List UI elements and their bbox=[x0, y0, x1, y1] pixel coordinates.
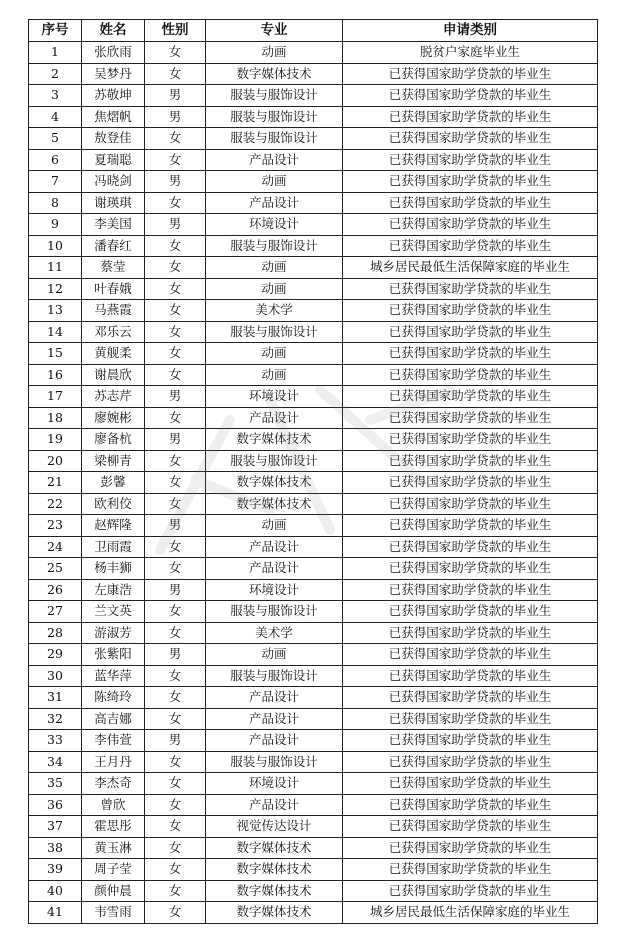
cell-gender: 女 bbox=[145, 493, 206, 515]
cell-name: 兰文英 bbox=[82, 601, 145, 623]
cell-gender: 女 bbox=[145, 687, 206, 709]
table-row bbox=[29, 85, 598, 107]
cell-application-type: 已获得国家助学贷款的毕业生 bbox=[343, 579, 598, 601]
table-row bbox=[29, 794, 598, 816]
cell-gender: 女 bbox=[145, 63, 206, 85]
cell-index: 2 bbox=[29, 63, 82, 85]
cell-gender: 女 bbox=[145, 751, 206, 773]
cell-index: 34 bbox=[29, 751, 82, 773]
cell-application-type: 已获得国家助学贷款的毕业生 bbox=[343, 429, 598, 451]
cell-major: 环境设计 bbox=[206, 579, 343, 601]
cell-application-type: 已获得国家助学贷款的毕业生 bbox=[343, 837, 598, 859]
cell-name: 马燕霞 bbox=[82, 300, 145, 322]
cell-name: 潘春红 bbox=[82, 235, 145, 257]
cell-gender: 男 bbox=[145, 85, 206, 107]
cell-index: 8 bbox=[29, 192, 82, 214]
cell-index: 3 bbox=[29, 85, 82, 107]
cell-major: 数字媒体技术 bbox=[206, 63, 343, 85]
cell-gender: 女 bbox=[145, 257, 206, 279]
cell-major: 产品设计 bbox=[206, 708, 343, 730]
cell-index: 20 bbox=[29, 450, 82, 472]
cell-major: 服装与服饰设计 bbox=[206, 235, 343, 257]
table-row bbox=[29, 257, 598, 279]
cell-gender: 女 bbox=[145, 472, 206, 494]
cell-major: 产品设计 bbox=[206, 407, 343, 429]
cell-name: 周子莹 bbox=[82, 859, 145, 881]
cell-name: 李杰奇 bbox=[82, 773, 145, 795]
table-row bbox=[29, 63, 598, 85]
cell-index: 15 bbox=[29, 343, 82, 365]
cell-major: 数字媒体技术 bbox=[206, 902, 343, 924]
cell-name: 王月丹 bbox=[82, 751, 145, 773]
cell-name: 谢瑛琪 bbox=[82, 192, 145, 214]
cell-index: 4 bbox=[29, 106, 82, 128]
table-row bbox=[29, 536, 598, 558]
cell-application-type: 已获得国家助学贷款的毕业生 bbox=[343, 708, 598, 730]
cell-name: 游淑芳 bbox=[82, 622, 145, 644]
cell-application-type: 已获得国家助学贷款的毕业生 bbox=[343, 128, 598, 150]
cell-application-type: 已获得国家助学贷款的毕业生 bbox=[343, 214, 598, 236]
cell-major: 产品设计 bbox=[206, 558, 343, 580]
applicant-table bbox=[28, 19, 598, 924]
cell-index: 35 bbox=[29, 773, 82, 795]
cell-application-type: 已获得国家助学贷款的毕业生 bbox=[343, 106, 598, 128]
cell-major: 动画 bbox=[206, 278, 343, 300]
cell-application-type: 已获得国家助学贷款的毕业生 bbox=[343, 171, 598, 193]
cell-gender: 女 bbox=[145, 665, 206, 687]
cell-major: 数字媒体技术 bbox=[206, 493, 343, 515]
cell-major: 产品设计 bbox=[206, 794, 343, 816]
cell-gender: 女 bbox=[145, 601, 206, 623]
table-row bbox=[29, 429, 598, 451]
table-row bbox=[29, 708, 598, 730]
cell-major: 美术学 bbox=[206, 300, 343, 322]
header-gender: 性别 bbox=[145, 20, 206, 42]
cell-index: 28 bbox=[29, 622, 82, 644]
cell-major: 动画 bbox=[206, 515, 343, 537]
cell-major: 服装与服饰设计 bbox=[206, 751, 343, 773]
cell-name: 蓝华萍 bbox=[82, 665, 145, 687]
cell-gender: 女 bbox=[145, 42, 206, 64]
cell-major: 动画 bbox=[206, 42, 343, 64]
table-row bbox=[29, 622, 598, 644]
cell-gender: 女 bbox=[145, 880, 206, 902]
cell-gender: 男 bbox=[145, 106, 206, 128]
cell-major: 动画 bbox=[206, 644, 343, 666]
table-row bbox=[29, 407, 598, 429]
cell-application-type: 已获得国家助学贷款的毕业生 bbox=[343, 407, 598, 429]
cell-index: 13 bbox=[29, 300, 82, 322]
table-row bbox=[29, 601, 598, 623]
cell-application-type: 已获得国家助学贷款的毕业生 bbox=[343, 149, 598, 171]
cell-gender: 女 bbox=[145, 558, 206, 580]
cell-name: 吴梦丹 bbox=[82, 63, 145, 85]
cell-major: 数字媒体技术 bbox=[206, 859, 343, 881]
cell-name: 霍思彤 bbox=[82, 816, 145, 838]
cell-application-type: 已获得国家助学贷款的毕业生 bbox=[343, 816, 598, 838]
cell-major: 环境设计 bbox=[206, 386, 343, 408]
cell-index: 31 bbox=[29, 687, 82, 709]
table-row bbox=[29, 278, 598, 300]
cell-name: 欧利佼 bbox=[82, 493, 145, 515]
cell-major: 动画 bbox=[206, 257, 343, 279]
cell-major: 服装与服饰设计 bbox=[206, 601, 343, 623]
cell-index: 14 bbox=[29, 321, 82, 343]
cell-gender: 男 bbox=[145, 644, 206, 666]
header-row bbox=[29, 20, 598, 42]
cell-application-type: 脱贫户家庭毕业生 bbox=[343, 42, 598, 64]
cell-application-type: 已获得国家助学贷款的毕业生 bbox=[343, 644, 598, 666]
cell-application-type: 已获得国家助学贷款的毕业生 bbox=[343, 601, 598, 623]
cell-index: 24 bbox=[29, 536, 82, 558]
cell-name: 黄舰柔 bbox=[82, 343, 145, 365]
cell-major: 数字媒体技术 bbox=[206, 880, 343, 902]
cell-index: 39 bbox=[29, 859, 82, 881]
cell-name: 邓乐云 bbox=[82, 321, 145, 343]
cell-application-type: 已获得国家助学贷款的毕业生 bbox=[343, 665, 598, 687]
cell-gender: 女 bbox=[145, 859, 206, 881]
cell-name: 蔡莹 bbox=[82, 257, 145, 279]
cell-application-type: 城乡居民最低生活保障家庭的毕业生 bbox=[343, 257, 598, 279]
cell-application-type: 已获得国家助学贷款的毕业生 bbox=[343, 192, 598, 214]
cell-application-type: 已获得国家助学贷款的毕业生 bbox=[343, 278, 598, 300]
cell-gender: 女 bbox=[145, 837, 206, 859]
cell-gender: 女 bbox=[145, 708, 206, 730]
cell-name: 张紫阳 bbox=[82, 644, 145, 666]
header-application-type: 申请类别 bbox=[343, 20, 598, 42]
cell-index: 32 bbox=[29, 708, 82, 730]
cell-index: 26 bbox=[29, 579, 82, 601]
cell-gender: 女 bbox=[145, 321, 206, 343]
cell-gender: 女 bbox=[145, 902, 206, 924]
cell-gender: 男 bbox=[145, 171, 206, 193]
table-row bbox=[29, 837, 598, 859]
cell-application-type: 已获得国家助学贷款的毕业生 bbox=[343, 515, 598, 537]
cell-gender: 女 bbox=[145, 149, 206, 171]
cell-application-type: 已获得国家助学贷款的毕业生 bbox=[343, 300, 598, 322]
cell-index: 33 bbox=[29, 730, 82, 752]
cell-name: 谢晨欣 bbox=[82, 364, 145, 386]
table-row bbox=[29, 558, 598, 580]
cell-name: 卫雨霞 bbox=[82, 536, 145, 558]
cell-index: 10 bbox=[29, 235, 82, 257]
cell-name: 廖婉彬 bbox=[82, 407, 145, 429]
cell-index: 22 bbox=[29, 493, 82, 515]
cell-major: 产品设计 bbox=[206, 149, 343, 171]
cell-application-type: 已获得国家助学贷款的毕业生 bbox=[343, 751, 598, 773]
cell-major: 数字媒体技术 bbox=[206, 429, 343, 451]
table-header bbox=[29, 20, 598, 42]
cell-major: 美术学 bbox=[206, 622, 343, 644]
cell-application-type: 已获得国家助学贷款的毕业生 bbox=[343, 880, 598, 902]
table-row bbox=[29, 450, 598, 472]
table-row bbox=[29, 816, 598, 838]
cell-index: 1 bbox=[29, 42, 82, 64]
cell-application-type: 已获得国家助学贷款的毕业生 bbox=[343, 558, 598, 580]
cell-major: 动画 bbox=[206, 171, 343, 193]
cell-name: 赵辉隆 bbox=[82, 515, 145, 537]
cell-index: 29 bbox=[29, 644, 82, 666]
cell-major: 服装与服饰设计 bbox=[206, 106, 343, 128]
cell-major: 视觉传达设计 bbox=[206, 816, 343, 838]
table-row bbox=[29, 321, 598, 343]
table-row bbox=[29, 880, 598, 902]
cell-major: 产品设计 bbox=[206, 730, 343, 752]
cell-application-type: 已获得国家助学贷款的毕业生 bbox=[343, 364, 598, 386]
cell-name: 彭馨 bbox=[82, 472, 145, 494]
cell-index: 41 bbox=[29, 902, 82, 924]
table-row bbox=[29, 859, 598, 881]
cell-major: 服装与服饰设计 bbox=[206, 85, 343, 107]
cell-gender: 女 bbox=[145, 192, 206, 214]
cell-major: 产品设计 bbox=[206, 536, 343, 558]
cell-index: 37 bbox=[29, 816, 82, 838]
cell-name: 梁柳青 bbox=[82, 450, 145, 472]
cell-gender: 女 bbox=[145, 816, 206, 838]
cell-gender: 女 bbox=[145, 300, 206, 322]
cell-major: 服装与服饰设计 bbox=[206, 321, 343, 343]
cell-application-type: 已获得国家助学贷款的毕业生 bbox=[343, 63, 598, 85]
cell-index: 16 bbox=[29, 364, 82, 386]
cell-application-type: 已获得国家助学贷款的毕业生 bbox=[343, 343, 598, 365]
cell-name: 焦熠帆 bbox=[82, 106, 145, 128]
cell-index: 30 bbox=[29, 665, 82, 687]
cell-application-type: 已获得国家助学贷款的毕业生 bbox=[343, 235, 598, 257]
cell-gender: 女 bbox=[145, 773, 206, 795]
header-index: 序号 bbox=[29, 20, 82, 42]
cell-index: 40 bbox=[29, 880, 82, 902]
cell-name: 高吉娜 bbox=[82, 708, 145, 730]
table-row bbox=[29, 687, 598, 709]
cell-application-type: 已获得国家助学贷款的毕业生 bbox=[343, 622, 598, 644]
cell-application-type: 城乡居民最低生活保障家庭的毕业生 bbox=[343, 902, 598, 924]
table-row bbox=[29, 149, 598, 171]
cell-application-type: 已获得国家助学贷款的毕业生 bbox=[343, 472, 598, 494]
table-row bbox=[29, 300, 598, 322]
cell-name: 李伟萱 bbox=[82, 730, 145, 752]
table-row bbox=[29, 579, 598, 601]
table-row bbox=[29, 42, 598, 64]
table-row bbox=[29, 192, 598, 214]
header-name: 姓名 bbox=[82, 20, 145, 42]
cell-application-type: 已获得国家助学贷款的毕业生 bbox=[343, 687, 598, 709]
cell-major: 服装与服饰设计 bbox=[206, 450, 343, 472]
table-row bbox=[29, 665, 598, 687]
cell-application-type: 已获得国家助学贷款的毕业生 bbox=[343, 450, 598, 472]
cell-application-type: 已获得国家助学贷款的毕业生 bbox=[343, 536, 598, 558]
table-row bbox=[29, 751, 598, 773]
table-row bbox=[29, 171, 598, 193]
cell-gender: 女 bbox=[145, 407, 206, 429]
table-row bbox=[29, 214, 598, 236]
cell-major: 服装与服饰设计 bbox=[206, 128, 343, 150]
cell-name: 廖备杭 bbox=[82, 429, 145, 451]
cell-gender: 女 bbox=[145, 450, 206, 472]
cell-name: 李美国 bbox=[82, 214, 145, 236]
cell-major: 服装与服饰设计 bbox=[206, 665, 343, 687]
header-major: 专业 bbox=[206, 20, 343, 42]
cell-index: 12 bbox=[29, 278, 82, 300]
cell-major: 数字媒体技术 bbox=[206, 837, 343, 859]
table-row bbox=[29, 730, 598, 752]
cell-application-type: 已获得国家助学贷款的毕业生 bbox=[343, 773, 598, 795]
table-row bbox=[29, 364, 598, 386]
cell-name: 黄玉淋 bbox=[82, 837, 145, 859]
cell-gender: 男 bbox=[145, 579, 206, 601]
cell-index: 27 bbox=[29, 601, 82, 623]
cell-name: 韦雪雨 bbox=[82, 902, 145, 924]
cell-gender: 男 bbox=[145, 214, 206, 236]
cell-application-type: 已获得国家助学贷款的毕业生 bbox=[343, 321, 598, 343]
cell-major: 产品设计 bbox=[206, 192, 343, 214]
table-row bbox=[29, 515, 598, 537]
table-row bbox=[29, 773, 598, 795]
table-row bbox=[29, 106, 598, 128]
table-row bbox=[29, 472, 598, 494]
cell-gender: 女 bbox=[145, 622, 206, 644]
cell-index: 25 bbox=[29, 558, 82, 580]
cell-application-type: 已获得国家助学贷款的毕业生 bbox=[343, 794, 598, 816]
cell-index: 36 bbox=[29, 794, 82, 816]
cell-index: 23 bbox=[29, 515, 82, 537]
cell-name: 苏志芹 bbox=[82, 386, 145, 408]
cell-gender: 女 bbox=[145, 278, 206, 300]
cell-major: 动画 bbox=[206, 343, 343, 365]
cell-major: 环境设计 bbox=[206, 214, 343, 236]
table-row bbox=[29, 128, 598, 150]
cell-name: 敖登佳 bbox=[82, 128, 145, 150]
cell-index: 11 bbox=[29, 257, 82, 279]
cell-name: 张欣雨 bbox=[82, 42, 145, 64]
cell-major: 产品设计 bbox=[206, 687, 343, 709]
cell-index: 19 bbox=[29, 429, 82, 451]
table-row bbox=[29, 644, 598, 666]
table-row bbox=[29, 386, 598, 408]
cell-gender: 女 bbox=[145, 235, 206, 257]
table-row bbox=[29, 343, 598, 365]
cell-gender: 女 bbox=[145, 536, 206, 558]
cell-name: 陈绮玲 bbox=[82, 687, 145, 709]
cell-name: 杨丰狮 bbox=[82, 558, 145, 580]
cell-name: 苏敬坤 bbox=[82, 85, 145, 107]
document-sheet bbox=[28, 19, 597, 924]
cell-application-type: 已获得国家助学贷款的毕业生 bbox=[343, 85, 598, 107]
table-row bbox=[29, 902, 598, 924]
table-row bbox=[29, 235, 598, 257]
cell-application-type: 已获得国家助学贷款的毕业生 bbox=[343, 493, 598, 515]
cell-name: 曾欣 bbox=[82, 794, 145, 816]
table-row bbox=[29, 493, 598, 515]
cell-index: 21 bbox=[29, 472, 82, 494]
cell-name: 冯晓剑 bbox=[82, 171, 145, 193]
cell-index: 17 bbox=[29, 386, 82, 408]
cell-gender: 男 bbox=[145, 386, 206, 408]
cell-name: 左康浩 bbox=[82, 579, 145, 601]
cell-name: 叶春娥 bbox=[82, 278, 145, 300]
cell-index: 6 bbox=[29, 149, 82, 171]
cell-gender: 女 bbox=[145, 364, 206, 386]
table-body bbox=[29, 42, 598, 924]
cell-index: 18 bbox=[29, 407, 82, 429]
cell-index: 7 bbox=[29, 171, 82, 193]
cell-application-type: 已获得国家助学贷款的毕业生 bbox=[343, 730, 598, 752]
cell-major: 数字媒体技术 bbox=[206, 472, 343, 494]
cell-gender: 男 bbox=[145, 730, 206, 752]
cell-gender: 男 bbox=[145, 515, 206, 537]
cell-gender: 女 bbox=[145, 128, 206, 150]
cell-index: 38 bbox=[29, 837, 82, 859]
cell-application-type: 已获得国家助学贷款的毕业生 bbox=[343, 386, 598, 408]
cell-name: 颜仲晨 bbox=[82, 880, 145, 902]
cell-major: 动画 bbox=[206, 364, 343, 386]
cell-major: 环境设计 bbox=[206, 773, 343, 795]
cell-gender: 女 bbox=[145, 794, 206, 816]
cell-gender: 女 bbox=[145, 343, 206, 365]
cell-index: 5 bbox=[29, 128, 82, 150]
cell-application-type: 已获得国家助学贷款的毕业生 bbox=[343, 859, 598, 881]
cell-gender: 男 bbox=[145, 429, 206, 451]
cell-name: 夏瑞聪 bbox=[82, 149, 145, 171]
cell-index: 9 bbox=[29, 214, 82, 236]
